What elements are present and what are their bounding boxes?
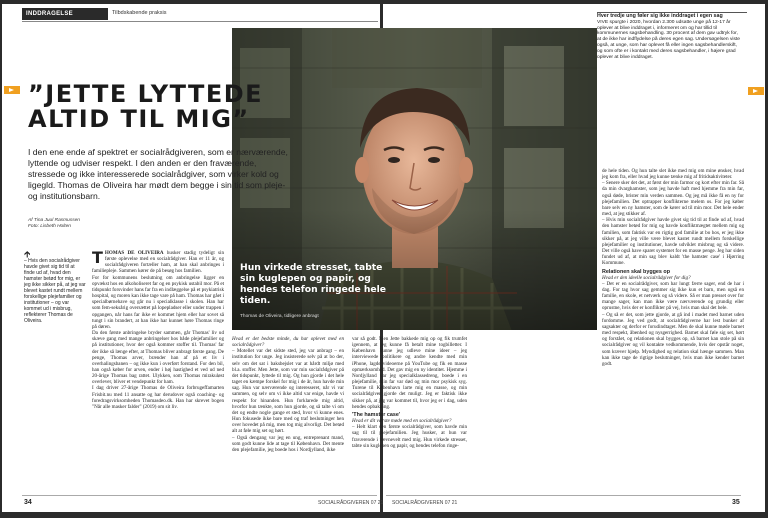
- article-lead: I den ene ende af spektret er socialrådgiveren, som er nærværende, lyttende og udviser respekt. I den anden er den fraværende, stressede og ikke interesserede socialrådgiver, som virker kold og ligegld. Thomas de Oliveira har mødt dem begge i sin tid som pleje- og institutionsbarn.: [28, 147, 288, 201]
- footer-magazine-right: SOCIALRÅDGIVEREN 07 21: [392, 500, 458, 506]
- header-subtitle: Tilbdskabende praksis: [112, 10, 167, 16]
- body-column-1: [92, 250, 224, 410]
- body-text-col3b: – Helt klart den første socialrådgiver, som havde min sag til til plejefamilien. Jeg husker, at hun var fraværende i nævnevelt med mig. Hun virkede stresset, tabte sin kuglepen og papir, og hendes telefon ringe-: [352, 424, 467, 449]
- subheading-relation: Relationen skal bygges op: [602, 268, 670, 275]
- section-tab: INDDRAGELSE: [22, 8, 108, 20]
- body-column-2: [232, 336, 344, 453]
- arrow-up-icon: 🡱: [24, 249, 31, 259]
- body-column-3: [352, 336, 467, 449]
- question-2: Hvad er dit værste møde med en socialrådgiver?: [352, 418, 452, 425]
- factbox: [597, 14, 742, 60]
- body-text-col3: var så godt. Men Jette bakkede mig op og fik trumfet igennem, at jeg kunne få betalt mine togbilletter. I København kunne jeg udleve mine ideer – jeg interviewede politikere og andre kendte med min iPhone, lagde videoerne på YouTube og fik en masse opmærksomhed. Det gav mig en ny identitet. Hjemme i Nordjylland var jeg specialklassedreng, boede i en plejefamilie, min far var død og min mor psykisk syg. Turene til København larte mig en masse, og min socialrådgiver gjorde det muligt. Jeg er faktisk ikke sikker på, at jeg var kommet til, hvor jeg er i dag, uden hendes opbakning.: [352, 336, 467, 410]
- drop-cap: T: [92, 248, 103, 267]
- article-headline: ”JETTE LYTTEDE ALTID TIL MIG”: [28, 80, 264, 133]
- side-quote-text: – Hvis den socialrådgiver havde givet sig tid til at finde ud af, hvad den hamster betød for mig, er jeg ikke sikker på, at jeg var blevet kastet rundt mellem forskellige plejefamilier og institutioner – og var kommet ud i misbrug, reflekterer Thomas de Oliveira.: [24, 258, 86, 324]
- factbox-text: VIVE spurgte i 2020, hvordan 2.300 udsatte unge på 12-17 år oplever at blive inddraget i, informeret om og har tillid til kommunernes sagsbehandling. 30 procent af dem gav udtryk for, at de ikke har indflydelse på deres egen sag. Undersøgelsen viste også, at unge, som har oplevet få eller ingen sagsbehandlerskift, og som ofte er i kontakt med deres sagsbehandler, i højere grad oplever at blive inddraget.: [597, 19, 740, 60]
- byline-photo: Foto: Lisbeth Holten: [28, 224, 71, 229]
- page-number-left: 34: [24, 499, 32, 506]
- footer-rule-left: [22, 495, 377, 496]
- page-number-right: 35: [732, 499, 740, 506]
- orange-arrow-marker-left: [4, 86, 20, 94]
- side-quote: [24, 250, 86, 324]
- factbox-title: Hver tredje ung føler sig ikke inddraget i egen sag: [597, 13, 723, 19]
- subheading-hamster: 'The hamster case': [352, 411, 401, 418]
- body-text-col2: – Motellet var det sidste sted, jeg var anbragt – en institution for unge. Jeg insisterede selv på at bo der, selv om det sat i baksbejslet var at hårdt miljø med bl.a. stoffer. Men Jette, som var min socialrådgiver på det tidspunkt, lyttede til mig. Og hun gjorde i det hele taget en kæmpe forskel for mig i de år, hun havde min sag. Hun var nærværende og interesseret, når vi var sammen, og selv om vi ikke altid var enige, havde vi respekt for hinanden. Hun forklarede mig altid, hvorfor hun tænkte, som hun gjorde, og så talte vi om det og endte nogle gange et sted, hvor vi kunne enes. Hun fokusede ikke bare med og traf beslutninger hen over hovedet på mig, men tog mig alvorligt. Det betød alt at føle mig set og hørt. – Også dengang var jeg en ung, entreprenant mand, som godt kunne lide at tage til København. Det mente den plejefamilie, jeg boede hos i Nordjylland, ikke: [232, 348, 344, 453]
- body-text-col4: de hele tiden. Og hun talte slet ikke med mig om mine ønsker, hvad jeg kom fra, eller hvad jeg kunne tænke mig af fritidsaktiviteter. – Senere sker det det, at først der min farmor og kort efter min far. Så da min dvarghamster, som jeg havde haft med hjemme fra min far, også døde, brister min verden sammen. Og jeg må ikke få en ny for plejefamilien. Det optrapper konflikterne melem os. For jeg køber bare selv en ny hamster, som de kører ud til min mor. Det hele ender med, at jeg stikker af. – Hvis min socialrådgiver havde givet sig tid til at finde ud af, hvad den hamster betød for mig og havde konfliktmægtet mellem mig og familien, som faktisk var en rigtig god familie at bo hos, er jeg ikke sikker på, at jeg ville være blevet kastet rundt mellem forskellige plejefamilier og institutioner, havde udviklet misbrug og så videre. Det ville også have sparet systemet for en masse penge. Jeg har siden fundet ud af, at min sag blev kaldt 'the hamster case' i Hjørring Kommune.: [602, 168, 744, 267]
- footer-rule-right: [386, 495, 741, 496]
- byline: [28, 218, 80, 230]
- body-text-col1: husker stadig tydeligt sin første oplevelse med en socialrådgiver. Han er 11 år, og socialrådgiveren fortæller ham, at han skal anbringes i familiepleje. Sammen kører de på besøg hos familien. For for kommunens beslutning om anbringelse ligger en opvækst hos en alkoholiseret far og en psykisk ustabil mor. På et tidspunkt forsvinder hans far fra en indlæggelse på et psykiatrisk hospital, og moren kan ikke tage vare på ham. Thomas har gået i specialbørnehave og går nu i specialklasse i skolen. Han har som fem-seksårig oversættet på lopepladser eller under trappen i opgangen, når hans far ikke er kommet hjem eller har sovet så tungt i sin brandert, at han ikke har kunnet høre Thomas ringe på døren. Da den første anbringelse bryder sammen, går Thomas' liv ud skæve gang med mange anbringelser hos både plejefamilier og på institutioner, hvor der også kommer stoffer til. Thomas' far der ikke så længe efter, at Thomas bliver anbragt første gang. De penge, Thomas arver, brænder han af på et liv i overhalingsbanen – og ikke kun i overført forstand. For den bil, han også køber for arven, ender i høj hastighed et ved ud ned 20-årige Thomas bag rattet. Ulykken, som Thomas mirakuløst overlever, bliver et vendepunkt for ham. I dag driver 27-årige Thomas de Oliveira forbrugeffamarten Frisbit.nu med 11 ansatte og har derudover også coaching- og foredragsvirksomheden Thomasdeo.dk. Han har skrevet bogen "Når alle masker falder" (2019) om sit liv.: [92, 250, 224, 410]
- body-column-4: [602, 168, 744, 367]
- photo-pull-quote: Hun virkede stresset, tabte sin kuglepen og papir, og hendes telefon ringede hele tiden.: [240, 262, 387, 306]
- header-rule: [22, 21, 378, 22]
- lead-in: HOMAS DE OLIVEIRA: [104, 250, 164, 256]
- body-text-col4b: – Det er en socialrådgiver, som har lungt færre sager, end de har i dag. For tag hvor sag gemmer sig ikke kun et barn, men også en familie, en skole, et netværk og så videre. Så er man presset over for mange sager, kan man ikke være nærværende og grundig eller oprustne, hvis der er konflikter på vej, hvis man skal det hele. – Og så er det, som jette gjorde, at gå ind i madet med barnet uden fordomme. Jeg ved godt, at socialrådgiverne har lest bunker af sagsakter og derfor er forudindtaget. Men de skal kunne møde barnet med respekt, åbenhed og nysgerrighed. Barnet skal føle sig set, hørt og forstået, og relationen skal bygges op, så barnet kan stole på sin socialrådgiver og vil kontakte vedkommende, hvis der opstår noget, som kræver hjælp. Myndighed og relation skal hænge sammen. Man kan ikke tage de rigtige beslutninger, hvis man ikke kender barnet godt.: [602, 280, 744, 367]
- question-1: Hvad er det bedste minde, du har oplevet med en socialrådgiver?: [232, 336, 344, 349]
- question-3: Hvad er den ideelle socialrådgiver for dig?: [602, 274, 691, 281]
- photo-caption-name: Thomas de Oliveira, tidligere anbragt: [240, 314, 319, 319]
- byline-author: Af Tina Juul Rasmussen: [28, 218, 80, 223]
- footer-magazine-left: SOCIALRÅDGIVEREN 07 21: [318, 500, 384, 506]
- orange-arrow-marker-right: [748, 87, 764, 95]
